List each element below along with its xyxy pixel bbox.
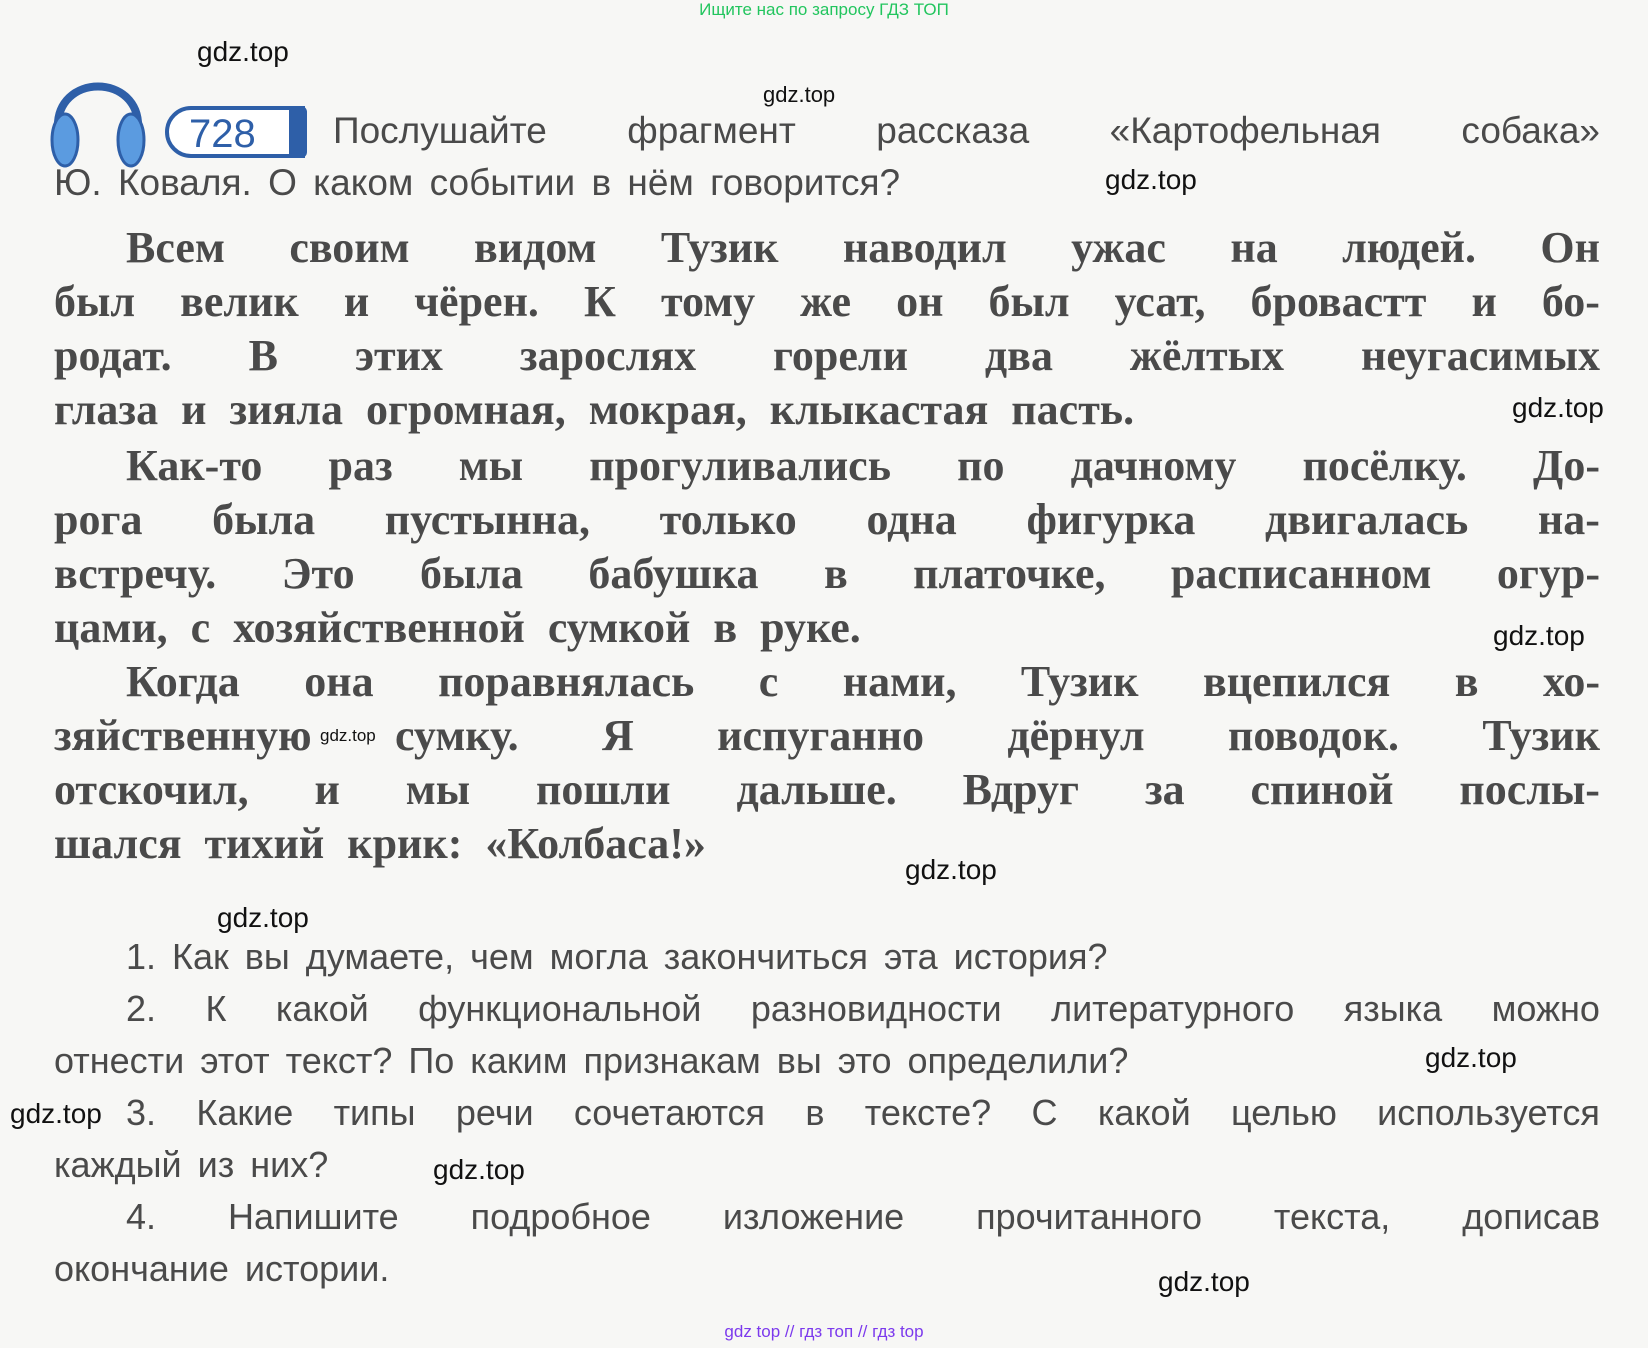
word: в bbox=[823, 549, 848, 598]
word: бо- bbox=[1541, 277, 1600, 326]
headphones-icon bbox=[48, 52, 148, 173]
story-line bbox=[54, 548, 1600, 599]
word: за bbox=[1144, 765, 1185, 814]
watermark: gdz.top bbox=[1105, 164, 1197, 195]
word: можно bbox=[1491, 988, 1600, 1029]
question-line: 1. Как вы думаете, чем могла закончиться эта история? bbox=[126, 936, 1108, 977]
word: в bbox=[805, 1092, 825, 1133]
word: спиной bbox=[1250, 765, 1394, 814]
word: платочке, bbox=[913, 549, 1106, 598]
word: ужас bbox=[1071, 223, 1166, 272]
word: видом bbox=[474, 223, 597, 272]
word: сумку. bbox=[394, 711, 519, 760]
word: хо- bbox=[1543, 657, 1600, 706]
story-line bbox=[126, 440, 1600, 491]
word: только bbox=[659, 495, 797, 544]
word: и bbox=[343, 277, 370, 326]
word: мы bbox=[405, 765, 471, 814]
story-line: глаза и зияла огромная, мокрая, клыкастая пасть. bbox=[54, 385, 1135, 434]
word: какой bbox=[1097, 1092, 1191, 1133]
word: он bbox=[896, 277, 944, 326]
watermark: gdz.top bbox=[433, 1154, 525, 1185]
word: 4. bbox=[126, 1196, 157, 1237]
word: послы- bbox=[1459, 765, 1600, 814]
watermark: gdz.top bbox=[1158, 1266, 1250, 1297]
task-line-1 bbox=[333, 110, 1600, 152]
exercise-number-badge bbox=[165, 106, 307, 158]
word: на bbox=[1230, 223, 1278, 272]
word: наводил bbox=[842, 223, 1007, 272]
watermark: gdz.top bbox=[905, 854, 997, 885]
story-line: шался тихий крик: «Колбаса!» bbox=[54, 819, 706, 868]
word: испуганно bbox=[717, 711, 925, 760]
word: какой bbox=[275, 988, 369, 1029]
word: вцепился bbox=[1202, 657, 1391, 706]
word: фигурка bbox=[1026, 495, 1196, 544]
word: был bbox=[988, 277, 1070, 326]
word: в bbox=[1454, 657, 1479, 706]
word: До- bbox=[1533, 441, 1600, 490]
word: В bbox=[248, 331, 278, 380]
word: дёрнул bbox=[1007, 711, 1145, 760]
word: Тузик bbox=[1020, 657, 1139, 706]
word: целью bbox=[1231, 1092, 1337, 1133]
word: своим bbox=[289, 223, 410, 272]
word: рога bbox=[54, 495, 143, 544]
story-line bbox=[54, 330, 1600, 381]
word: Он bbox=[1540, 223, 1600, 272]
word: была bbox=[419, 549, 523, 598]
story-line bbox=[54, 764, 1600, 815]
word: встречу. bbox=[54, 549, 217, 598]
word: Когда bbox=[126, 657, 240, 706]
watermark: gdz.top bbox=[10, 1098, 102, 1129]
word: дальше. bbox=[736, 765, 897, 814]
watermark: gdz.top bbox=[320, 726, 376, 745]
story-line bbox=[126, 656, 1600, 707]
word: С bbox=[1031, 1092, 1058, 1133]
word: на- bbox=[1537, 495, 1600, 544]
word: тому bbox=[660, 277, 756, 326]
word: функциональной bbox=[418, 988, 702, 1029]
watermark: gdz.top bbox=[763, 82, 836, 107]
word: мы bbox=[458, 441, 524, 490]
word: Вдруг bbox=[962, 765, 1080, 814]
word: посёлку. bbox=[1302, 441, 1467, 490]
word: зарослях bbox=[519, 331, 697, 380]
word: одна bbox=[866, 495, 957, 544]
word: используется bbox=[1377, 1092, 1600, 1133]
word: этих bbox=[354, 331, 443, 380]
word: Тузик bbox=[660, 223, 779, 272]
story-line bbox=[54, 710, 1600, 761]
word: поводок. bbox=[1227, 711, 1400, 760]
question-line bbox=[126, 1196, 1600, 1238]
word: усат, bbox=[1114, 277, 1206, 326]
word: расписанном bbox=[1170, 549, 1432, 598]
word: нами, bbox=[842, 657, 957, 706]
story-line bbox=[54, 494, 1600, 545]
word: прочитанного bbox=[976, 1196, 1202, 1237]
word: поравнялась bbox=[438, 657, 695, 706]
word: с bbox=[758, 657, 779, 706]
word: и bbox=[1471, 277, 1497, 326]
word: сочетаются bbox=[573, 1092, 766, 1133]
word: «Картофельная bbox=[1109, 110, 1381, 151]
word: Послушайте bbox=[333, 110, 547, 151]
badge-bar bbox=[289, 106, 305, 158]
word: людей. bbox=[1342, 223, 1477, 272]
word: по bbox=[957, 441, 1005, 490]
word: К bbox=[583, 277, 616, 326]
word: тексте? bbox=[864, 1092, 992, 1133]
question-line bbox=[126, 988, 1600, 1030]
word: пошли bbox=[536, 765, 671, 814]
word: Какие bbox=[196, 1092, 294, 1133]
word: чёрен. bbox=[414, 277, 539, 326]
word: жёлтых bbox=[1129, 331, 1285, 380]
word: Как-то bbox=[126, 441, 263, 490]
word: же bbox=[800, 277, 852, 326]
word: велик bbox=[180, 277, 299, 326]
question-line: окончание истории. bbox=[54, 1248, 390, 1289]
word: прогуливались bbox=[589, 441, 891, 490]
footer-links: gdz top // гдз топ // гдз top bbox=[724, 1322, 924, 1341]
word: текста, bbox=[1273, 1196, 1391, 1237]
word: был bbox=[54, 277, 136, 326]
watermark: gdz.top bbox=[197, 36, 289, 67]
word: фрагмент bbox=[627, 110, 796, 151]
word: дописав bbox=[1462, 1196, 1600, 1237]
story-line bbox=[126, 222, 1600, 273]
search-banner: Ищите нас по запросу ГДЗ ТОП bbox=[699, 0, 949, 19]
word: литературного bbox=[1051, 988, 1295, 1029]
watermark: gdz.top bbox=[1512, 392, 1604, 423]
question-line bbox=[126, 1092, 1600, 1134]
word: раз bbox=[328, 441, 393, 490]
exercise-number: 728 bbox=[189, 112, 256, 156]
word: родат. bbox=[54, 331, 172, 380]
word: она bbox=[304, 657, 374, 706]
word: два bbox=[984, 331, 1053, 380]
word: 3. bbox=[126, 1092, 157, 1133]
word: бровастт bbox=[1250, 277, 1427, 326]
word: и bbox=[314, 765, 340, 814]
word: горели bbox=[773, 331, 908, 380]
word: подробное bbox=[470, 1196, 651, 1237]
word: огур- bbox=[1496, 549, 1600, 598]
word: зяйственную bbox=[54, 711, 312, 760]
word: бабушка bbox=[588, 549, 759, 598]
word: двигалась bbox=[1265, 495, 1469, 544]
word: Это bbox=[281, 549, 355, 598]
watermark: gdz.top bbox=[1493, 620, 1585, 651]
word: отскочил, bbox=[54, 765, 249, 814]
word: была bbox=[212, 495, 316, 544]
word: Я bbox=[602, 711, 634, 760]
word: К bbox=[205, 988, 227, 1029]
word: неугасимых bbox=[1360, 331, 1600, 380]
story-line bbox=[54, 276, 1600, 327]
watermark: gdz.top bbox=[217, 902, 309, 933]
word: собака» bbox=[1461, 110, 1600, 151]
word: рассказа bbox=[876, 110, 1030, 151]
word: речи bbox=[455, 1092, 534, 1133]
question-line: отнести этот текст? По каким признакам вы это определили? bbox=[54, 1040, 1129, 1081]
word: изложение bbox=[722, 1196, 905, 1237]
question-line: каждый из них? bbox=[54, 1144, 329, 1185]
word: дачному bbox=[1070, 441, 1237, 490]
word: Всем bbox=[126, 223, 225, 272]
word: разновидности bbox=[750, 988, 1002, 1029]
watermark: gdz.top bbox=[1425, 1042, 1517, 1073]
word: пустынна, bbox=[384, 495, 590, 544]
word: типы bbox=[333, 1092, 416, 1133]
word: языка bbox=[1343, 988, 1443, 1029]
word: Тузик bbox=[1482, 711, 1600, 760]
task-line-2: Ю. Коваля. О каком событии в нём говорится? bbox=[54, 162, 901, 203]
word: 2. bbox=[126, 988, 157, 1029]
word: Напишите bbox=[227, 1196, 399, 1237]
story-line: цами, с хозяйственной сумкой в руке. bbox=[54, 603, 861, 652]
